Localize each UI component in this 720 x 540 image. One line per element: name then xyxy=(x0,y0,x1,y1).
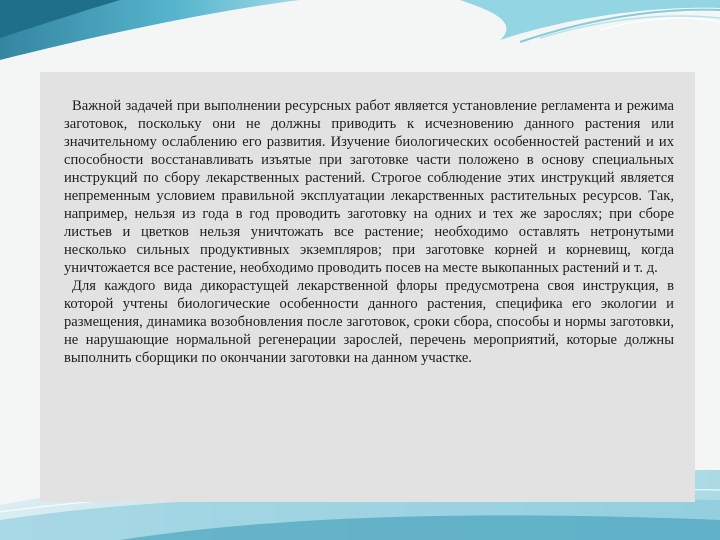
body-text xyxy=(64,97,674,367)
paragraph: Для каждого вида дикорастущей лекарственной флоры предусмотрена своя инструкция, в которой учтены биологические особенности данного растения, специфика его экологии и размещения, динамика возобновления после заготовок, сроки сбора, способы и нормы заготовки, не нарушающие нормальной регенерации зарослей, перечень мероприятий, которые должны выполнить сборщики по окончании заготовки на данном участке. xyxy=(64,278,674,366)
paragraph: Важной задачей при выполнении ресурсных работ является установление регламента и режима заготовок, поскольку они не должны приводить к исчезновению данного растения или значительному ослаблению его развития. Изучение биологических особенностей растений и их способности восстанавливать изъятые при заготовке части положено в основу специальных инструкций по сбору лекарственных растений. Строгое соблюдение этих инструкций является непременным условием правильной эксплуатации лекарственных растительных ресурсов. Так, например, нельзя из года в год проводить заготовку на одних и тех же зарослях; при сборе листьев и цветков нельзя уничтожать все растение; необходимо оставлять нетронутыми несколько сильных продуктивных экземпляров; при заготовке корней и корневищ, когда уничтожается все растение, необходимо проводить посев на месте выкопанных растений и т. д. xyxy=(64,98,674,276)
top-right-wave xyxy=(460,0,720,40)
